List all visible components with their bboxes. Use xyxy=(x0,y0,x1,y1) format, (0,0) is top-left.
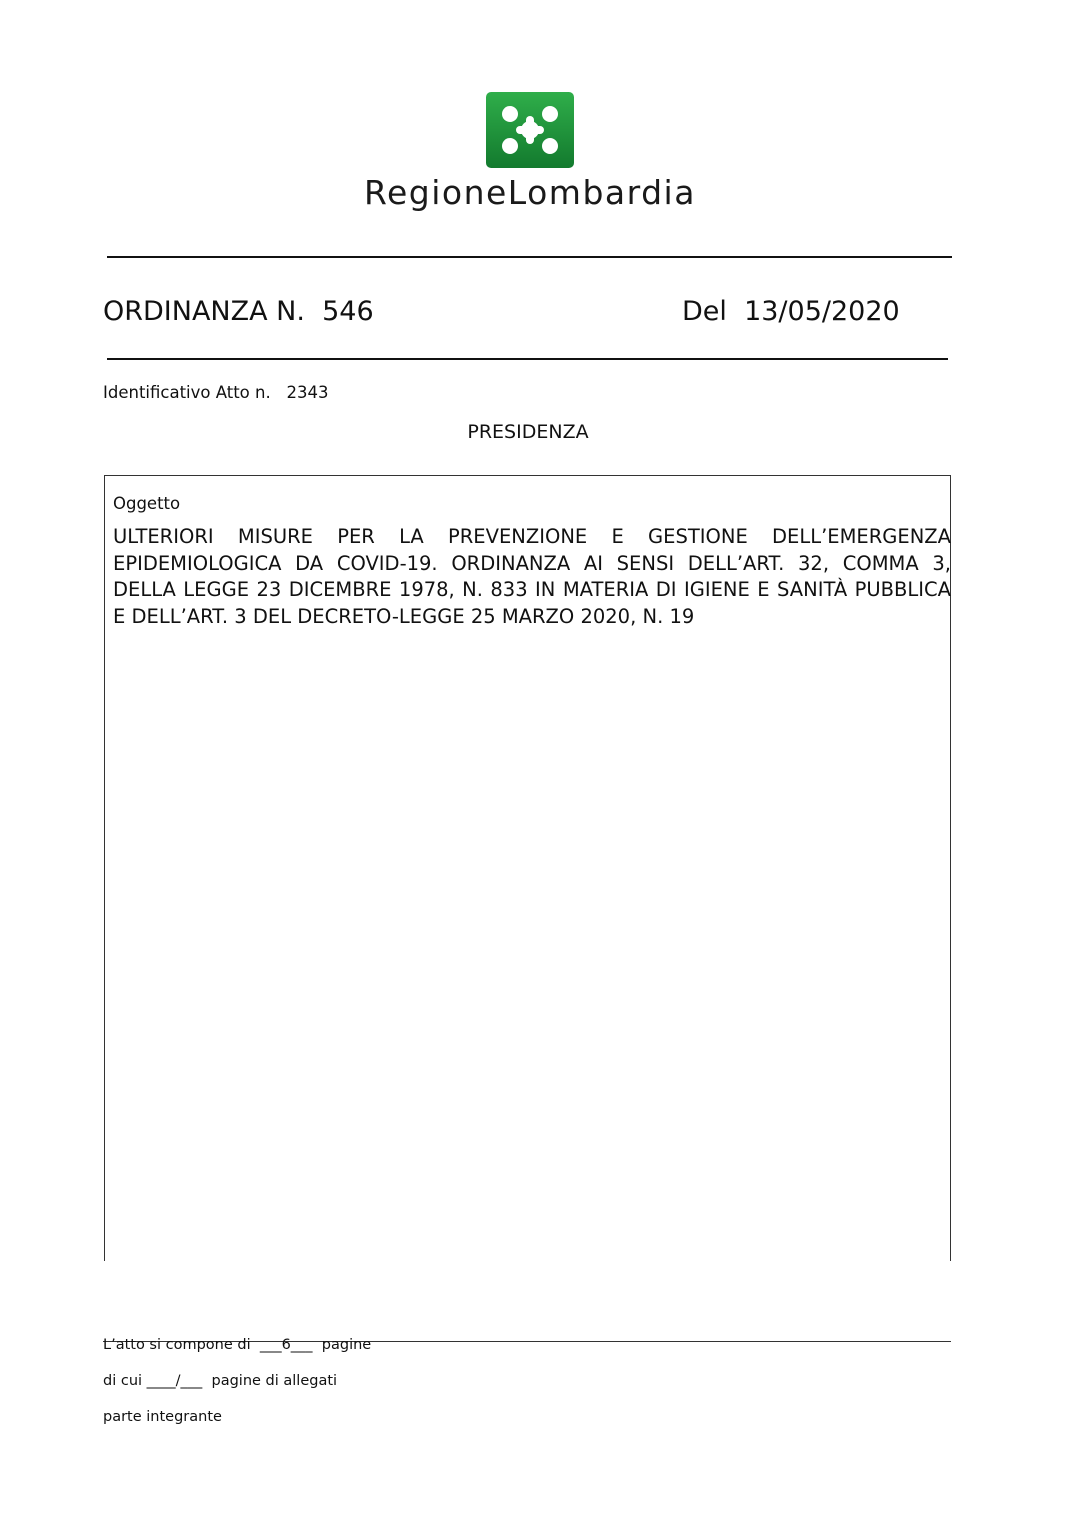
header-divider-top xyxy=(107,256,952,258)
footer-pages-count: L’atto si compone di ___6___ pagine xyxy=(103,1337,372,1353)
oggetto-box xyxy=(104,475,951,1261)
regione-lombardia-logo-icon xyxy=(486,92,574,168)
header-divider-bottom xyxy=(107,358,948,360)
logo-wordmark: RegioneLombardia xyxy=(364,173,696,212)
ordinanza-date: Del 13/05/2020 xyxy=(682,296,900,327)
oggetto-text: ULTERIORI MISURE PER LA PREVENZIONE E GESTIONE DELL’EMERGENZA EPIDEMIOLOGICA DA COVID-19. ORDINANZA AI SENSI DELL’ART. 32, COMMA 3, DELLA LEGGE 23 DICEMBRE 1978, N. 833 IN MATERIA DI IGIENE E SANITÀ PUBBLICA E DELL’ART. 3 DEL DECRETO-LEGGE 25 MARZO 2020, N. 19 xyxy=(113,525,951,628)
atto-identifier: Identificativo Atto n. 2343 xyxy=(103,383,329,402)
department-title: PRESIDENZA xyxy=(467,421,589,443)
footer-attachments-count: di cui ____/___ pagine di allegati xyxy=(103,1373,338,1389)
footer-integral-part: parte integrante xyxy=(103,1409,222,1425)
ordinanza-number: ORDINANZA N. 546 xyxy=(103,296,374,327)
oggetto-label: Oggetto xyxy=(113,494,181,513)
